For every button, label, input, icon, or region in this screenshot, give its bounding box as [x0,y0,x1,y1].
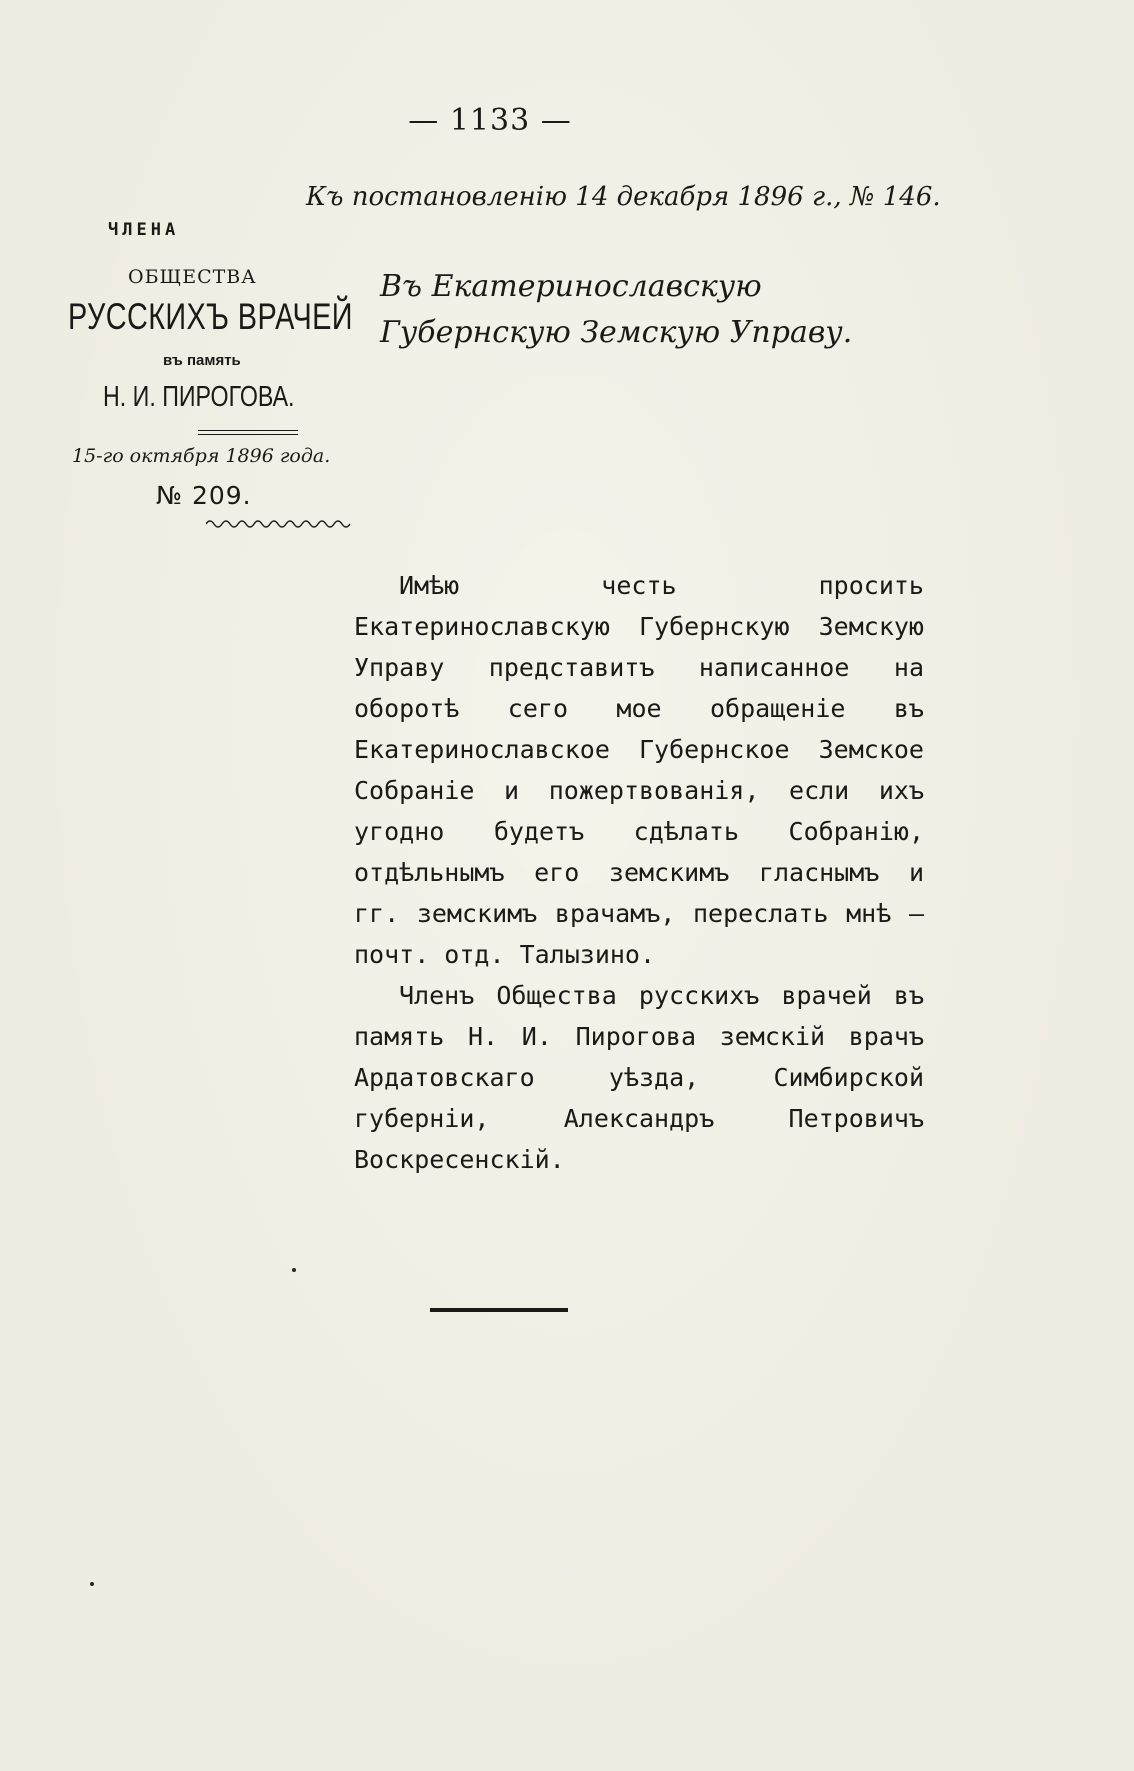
end-divider [430,1308,568,1312]
resolution-reference: Къ постановленію 14 декабря 1896 г., № 146. [306,182,941,212]
letter-body [354,565,924,1180]
letterhead-date: 15-го октября 1896 года. [72,445,331,467]
letter-signature-paragraph: Членъ Общества русскихъ врачей въ память Н. И. Пирогова земскій врачъ Ардатовскаго уѣзда, Симбирской губерніи, Александръ Петровичъ Воскресенскій. [354,981,924,1174]
page-number: — 1133 — [408,103,572,138]
letterhead-in-memory-label: въ память [163,352,241,369]
print-speck [292,1268,296,1272]
letterhead-divider [198,430,298,435]
wavy-divider [206,518,351,530]
letterhead-society-name: РУССКИХЪ ВРАЧЕЙ [68,296,353,337]
letterhead-society-label: ОБЩЕСТВА [128,266,257,288]
print-speck [90,1582,94,1586]
letter-paragraph: Имѣю честь просить Екатеринославскую Губернскую Земскую Управу представитъ написанное на оборотѣ сего мое обращеніе въ Екатеринославское Губернское Земское Собраніе и пожертвованія, если ихъ угодно будетъ сдѣлать Собранію, отдѣльнымъ его земскимъ гласнымъ и гг. земскимъ врачамъ, переслать мнѣ — почт. отд. Талызино. [354,571,924,969]
letterhead-number: № 209. [156,481,252,510]
letterhead-pirogov-name: Н. И. ПИРОГОВА. [103,381,295,413]
letterhead-member-label: ЧЛЕНА [108,220,180,240]
addressee: Въ Екатеринославскую Губернскую Земскую Управу. [380,269,853,350]
letterhead [68,220,353,534]
